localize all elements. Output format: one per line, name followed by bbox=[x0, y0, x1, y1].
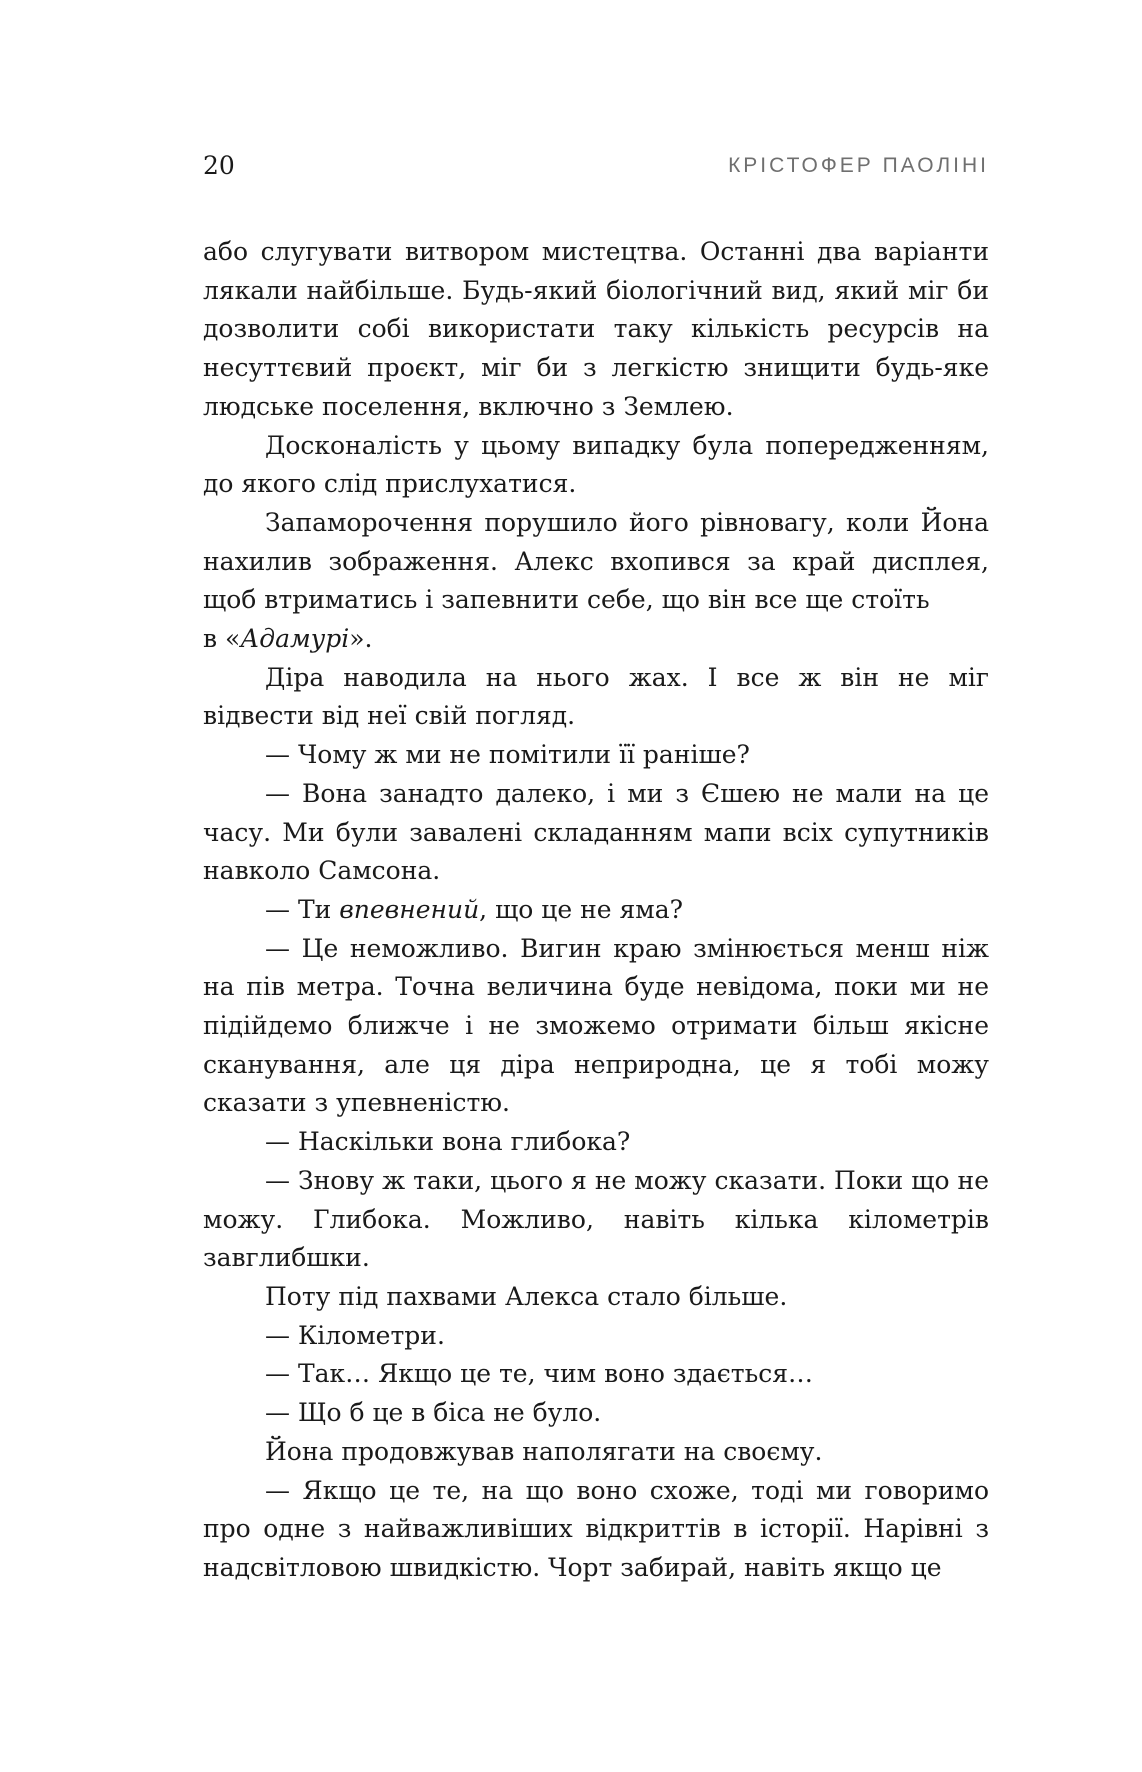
paragraph bbox=[203, 620, 989, 659]
italic-text: Адамурі bbox=[240, 624, 350, 654]
paragraph: Йона продовжував наполягати на своєму. bbox=[265, 1436, 823, 1466]
paragraph: — Кілометри. bbox=[265, 1320, 445, 1350]
paragraph: — Наскільки вона глибока? bbox=[265, 1127, 631, 1157]
italic-text: впевнений bbox=[339, 894, 480, 924]
page-header bbox=[203, 148, 989, 188]
text-run: , що це не яма? bbox=[479, 894, 684, 924]
page-number: 20 bbox=[203, 151, 235, 180]
text-run: — Ти bbox=[265, 894, 340, 924]
paragraph: — Так… Якщо це те, чим воно здається… bbox=[265, 1359, 814, 1389]
paragraph: — Чому ж ми не помітили її раніше? bbox=[265, 740, 750, 770]
running-head-author: КРІСТОФЕР ПАОЛІНІ bbox=[728, 154, 989, 177]
paragraph: — Це неможливо. Вигин краю змінюється менш ніж на пів метра. Точна величина буде невідома, поки ми не підійдемо ближче і не зможемо отримати більш якісне сканування, але ця діра неприродна, це я тобі можу сказати з упевненістю. bbox=[203, 933, 989, 1118]
paragraph: — Вона занадто далеко, і ми з Єшею не мали на це часу. Ми були завалені складанням мапи всіх супутників навколо Самсона. bbox=[203, 778, 989, 886]
paragraph: Запаморочення порушило його рівновагу, коли Йона нахилив зображення. Алекс вхопився за край дисплея, щоб втриматись і запевнити себе, що він все ще стоїть bbox=[203, 507, 989, 615]
text-run: ». bbox=[349, 624, 373, 654]
paragraph: Діра наводила на нього жах. І все ж він не міг відвести від неї свій погляд. bbox=[203, 662, 989, 731]
text-run: в « bbox=[203, 624, 241, 654]
paragraph bbox=[203, 891, 989, 930]
paragraph: або слугувати витвором мистецтва. Останні два варіанти лякали найбільше. Будь-який біологічний вид, який міг би дозволити собі використати таку кількість ресурсів на несуттєвий проєкт, міг би з легкістю знищити будь-яке людське поселення, включно з Землею. bbox=[203, 237, 989, 421]
paragraph: — Що б це в біса не було. bbox=[265, 1398, 602, 1428]
body-text bbox=[203, 233, 989, 1588]
paragraph: Досконалість у цьому випадку була попередженням, до якого слід прислухатися. bbox=[203, 430, 989, 499]
paragraph: Поту під пахвами Алекса стало більше. bbox=[265, 1281, 788, 1311]
paragraph: — Знову ж таки, цього я не можу сказати. Поки що не можу. Глибока. Можливо, навіть кілька кілометрів завглибшки. bbox=[203, 1165, 989, 1273]
paragraph: — Якщо це те, на що воно схоже, тоді ми говоримо про одне з найважливіших відкриттів в історії. Нарівні з надсвітловою швидкістю. Чорт забирай, навіть якщо це bbox=[203, 1475, 989, 1582]
